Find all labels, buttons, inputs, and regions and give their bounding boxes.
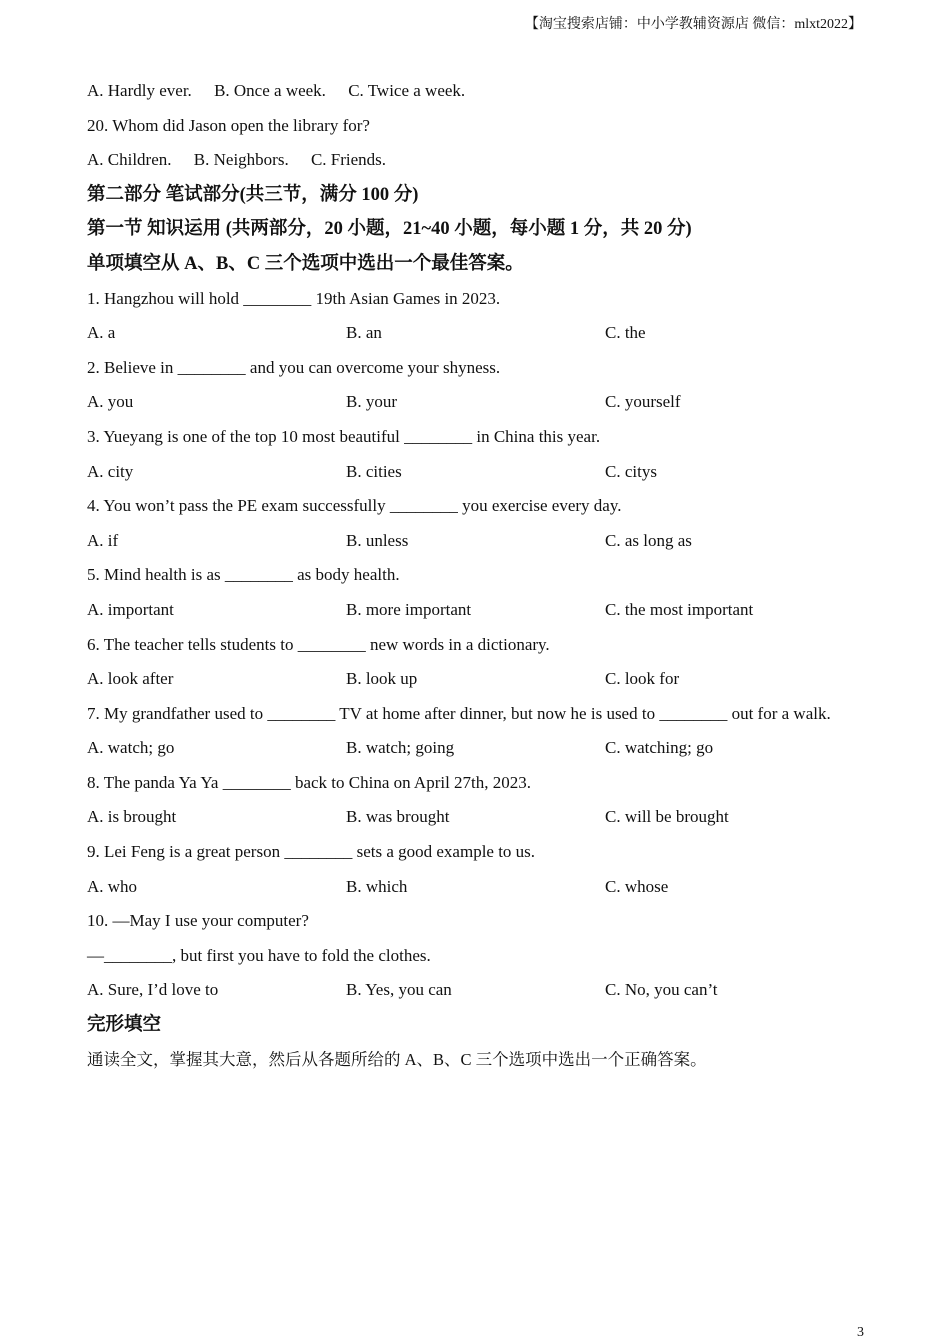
- cloze-heading: 完形填空: [87, 1015, 162, 1036]
- q20-options: [87, 148, 877, 183]
- question-6-option-a: A. look after: [87, 669, 174, 689]
- q19-option-c: C. Twice a week.: [348, 81, 466, 100]
- question-9-option-c: C. whose: [605, 876, 669, 896]
- question-4-option-b: B. unless: [346, 530, 409, 550]
- question-4-text: 4. You won’t pass the PE exam successfully ________ you exercise every day.: [87, 496, 622, 516]
- question-10-option-c: C. No, you can’t: [605, 980, 718, 1000]
- question-10-options: [87, 978, 877, 1013]
- question-6-text: 6. The teacher tells students to ________ new words in a dictionary.: [87, 634, 550, 654]
- question-3-options: [87, 460, 877, 495]
- question-1-text: 1. Hangzhou will hold ________ 19th Asian Games in 2023.: [87, 288, 501, 308]
- question-10-option-a: A. Sure, I’d love to: [87, 980, 219, 1000]
- question-5-option-b: B. more important: [346, 599, 472, 619]
- question-3-option-a: A. city: [87, 461, 134, 481]
- question-7-options: [87, 736, 877, 771]
- question-1-option-a: A. a: [87, 323, 116, 343]
- question-6-option-c: C. look for: [605, 669, 680, 689]
- question-2-options: [87, 390, 877, 425]
- cloze-instruction: 通读全文，掌握其大意，然后从各题所给的 A、B、C 三个选项中选出一个正确答案。: [87, 1049, 707, 1069]
- question-8-option-b: B. was brought: [346, 807, 450, 827]
- question-2-option-c: C. yourself: [605, 392, 681, 412]
- question-3-option-b: B. cities: [346, 461, 402, 481]
- question-1-options: [87, 321, 877, 356]
- section1-heading: 第一节 知识运用 (共两部分，20 小题，21~40 小题，每小题 1 分，共 20 分): [87, 219, 692, 240]
- question-4-option-c: C. as long as: [605, 530, 692, 550]
- question-7-option-a: A. watch; go: [87, 738, 175, 758]
- q20-option-a: A. Children.: [87, 150, 172, 170]
- part2-heading: 第二部分 笔试部分(共三节，满分 100 分): [87, 184, 419, 205]
- question-8-text: 8. The panda Ya Ya ________ back to China on April 27th, 2023.: [87, 772, 532, 792]
- question-9-options: [87, 875, 877, 910]
- question-2-text: 2. Believe in ________ and you can overcome your shyness.: [87, 357, 501, 377]
- question-5-text: 5. Mind health is as ________ as body health.: [87, 565, 400, 585]
- q20-option-b: B. Neighbors.: [193, 150, 289, 170]
- question-3-text: 3. Yueyang is one of the top 10 most beautiful ________ in China this year.: [87, 426, 601, 446]
- question-6-options: [87, 667, 877, 702]
- question-1-option-b: B. an: [346, 323, 382, 343]
- q19-options: [87, 79, 877, 114]
- question-7-option-c: C. watching; go: [605, 738, 714, 758]
- question-7-text: 7. My grandfather used to ________ TV at home after dinner, but now he is used to ________ out for a walk.: [87, 703, 831, 723]
- question-2-option-a: A. you: [87, 392, 134, 412]
- q20-text: 20. Whom did Jason open the library for?: [87, 115, 370, 135]
- question-4-options: [87, 529, 877, 564]
- question-5-option-a: A. important: [87, 599, 174, 619]
- single-choice-heading: 单项填空从 A、B、C 三个选项中选出一个最佳答案。: [87, 253, 524, 274]
- question-2-option-b: B. your: [346, 392, 397, 412]
- question-7-option-b: B. watch; going: [346, 738, 455, 758]
- page-number: 3: [857, 1325, 864, 1340]
- question-9-text: 9. Lei Feng is a great person ________ sets a good example to us.: [87, 842, 536, 862]
- q20-option-c: C. Friends.: [310, 150, 387, 170]
- page-header: 【淘宝搜索店铺：中小学教辅资源店 微信：mlxt2022】: [524, 17, 862, 32]
- question-10-option-b: B. Yes, you can: [346, 980, 452, 1000]
- question-10-line2: —________, but first you have to fold the clothes.: [87, 945, 431, 965]
- question-8-options: [87, 805, 877, 840]
- q19-option-a: A. Hardly ever.: [87, 81, 192, 100]
- question-6-option-b: B. look up: [346, 669, 418, 689]
- question-1-option-c: C. the: [605, 323, 646, 343]
- page-content: [87, 79, 877, 1082]
- question-9-option-b: B. which: [346, 876, 408, 896]
- question-4-option-a: A. if: [87, 530, 119, 550]
- question-5-option-c: C. the most important: [605, 599, 754, 619]
- question-10-line1: 10. —May I use your computer?: [87, 911, 309, 931]
- question-3-option-c: C. citys: [605, 461, 657, 481]
- question-9-option-a: A. who: [87, 876, 138, 896]
- q19-option-b: B. Once a week.: [214, 81, 326, 100]
- question-8-option-c: C. will be brought: [605, 807, 729, 827]
- question-8-option-a: A. is brought: [87, 807, 177, 827]
- question-5-options: [87, 598, 877, 633]
